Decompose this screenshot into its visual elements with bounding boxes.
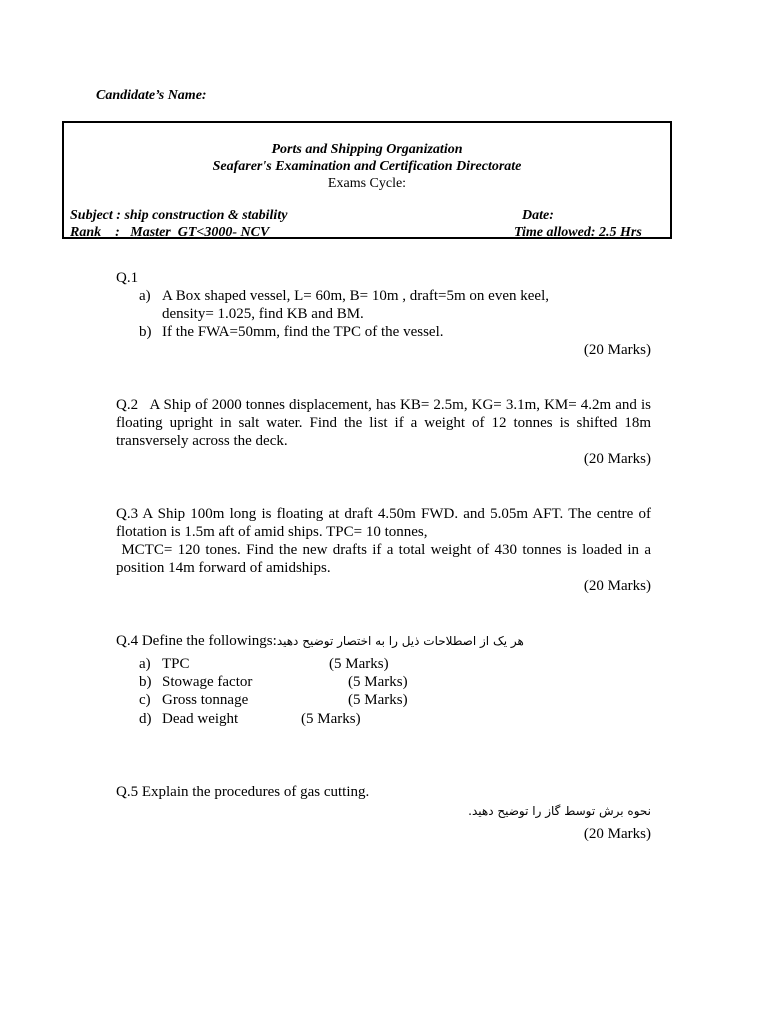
q1-b-letter: b) [139,324,152,340]
q1-marks: (20 Marks) [583,342,651,358]
organization-title: Ports and Shipping Organization [271,142,463,157]
q1-a-letter: a) [139,288,151,304]
q4-item-b-marks: (5 Marks) [348,674,408,690]
q5-marks: (20 Marks) [583,826,651,842]
q4-item-d-letter: d) [139,711,152,727]
q3-marks: (20 Marks) [583,578,651,594]
q1-item-a [116,287,651,323]
rank-line: Rank : Master GT<3000- NCV [70,225,270,240]
time-allowed: Time allowed: 2.5 Hrs [514,225,642,240]
q1-b-text: If the FWA=50mm, find the TPC of the vessel. [162,324,444,340]
q3-text-cont: MCTC= 120 tones. Find the new drafts if a total weight of 430 tonnes is loaded in a position 14m forward of amidships. [116,542,655,576]
q4-item-d-marks: (5 Marks) [301,711,361,727]
exam-header-box [62,121,672,239]
q1-number: Q.1 [116,270,139,286]
q2-text: Q.2 A Ship of 2000 tonnes displacement, has KB= 2.5m, KG= 3.1m, KM= 4.2m and is floating upright in salt water. Find the list if a weight of 12 tonnes is shifted 18m transversely across the deck. [116,397,655,449]
q4-item-b-term: Stowage factor [162,674,253,690]
q5-text-fa: نحوه برش توسط گاز را توضیح دهید. [468,804,651,818]
q4-title [116,632,524,650]
q4-item-b-letter: b) [139,674,152,690]
date-label: Date: [522,208,554,223]
q1-subquestions [116,287,651,341]
q4-item-c-term: Gross tonnage [162,692,249,708]
candidate-name-label: Candidate’s Name: [96,88,207,103]
q4-item-c-marks: (5 Marks) [348,692,408,708]
q4-title-en: Q.4 Define the followings: [116,633,277,649]
q4-item-a-term: TPC [162,656,190,672]
q4-title-fa: هر یک از اصطلاحات ذیل را به اختصار توضیح دهید [276,634,524,648]
q1-a-text-cont: density= 1.025, find KB and BM. [162,306,364,322]
directorate-title: Seafarer's Examination and Certification Directorate [212,159,522,174]
q4-item-c-letter: c) [139,692,151,708]
subject-line: Subject : ship construction & stability [70,208,288,223]
q4-item-a-marks: (5 Marks) [329,656,389,672]
q5-text: Q.5 Explain the procedures of gas cutting. [116,784,370,800]
q3-text: Q.3 A Ship 100m long is floating at draft 4.50m FWD. and 5.05m AFT. The centre of flotation is 1.5m aft of amid ships. TPC= 10 tonnes, [116,506,651,540]
q4-item-a-letter: a) [139,656,151,672]
q4-item-d-term: Dead weight [162,711,239,727]
exams-cycle-label: Exams Cycle: [327,176,407,191]
q1-a-text: A Box shaped vessel, L= 60m, B= 10m , draft=5m on even keel, [162,288,549,304]
q2-marks: (20 Marks) [583,451,651,467]
q1-item-b [116,323,651,341]
